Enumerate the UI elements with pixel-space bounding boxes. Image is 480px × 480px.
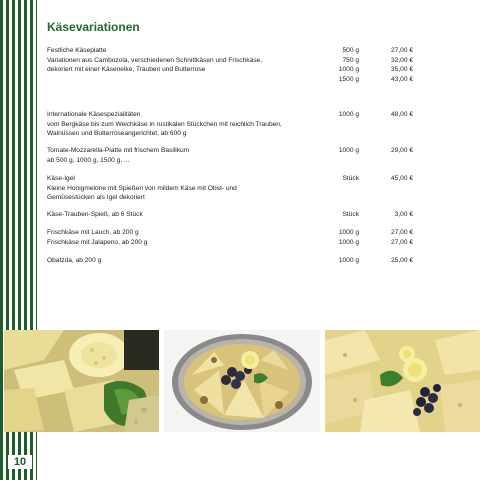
item-price: 27,00 € — [391, 229, 413, 236]
item-prices — [363, 210, 413, 220]
item-name: Frischkäse mit Lauch, ab 200 g — [47, 229, 139, 236]
item-detail: dekoriert mit einer Käsenelke, Trauben und Butterrose — [47, 66, 206, 74]
item-weight: Stück — [342, 211, 359, 218]
item-price: 35,00 € — [391, 66, 413, 74]
item-weight: 1000 g — [338, 147, 359, 154]
item-weight: 1000 g — [338, 238, 359, 246]
item-name: Tomate-Mozzarella-Platte mit frischem Basilikum — [47, 147, 190, 154]
item-weights — [317, 210, 359, 220]
item-weight: 1000 g — [338, 257, 359, 264]
item-detail: Gemüsestücken als Igel dekoriert — [47, 194, 145, 202]
cheese-platter-illustration — [4, 330, 159, 432]
item-name: Frischkäse mit Jalapeno, ab 200 g — [47, 238, 148, 246]
item-detail: ab 500 g, 1000 g, 1500 g, ... — [47, 156, 130, 164]
item-weight: Stück — [342, 175, 359, 182]
item-prices — [363, 256, 413, 266]
item-weights — [317, 256, 359, 266]
item-weight: 500 g — [342, 47, 359, 54]
page-number: 10 — [8, 455, 32, 469]
item-detail: Variationen aus Cambozola, verschiedenen Schnittkäsen und Frischkäse, — [47, 56, 263, 64]
item-weights — [317, 110, 359, 120]
item-name: Käse-Trauben-Spieß, ab 6 Stück — [47, 211, 143, 218]
round-cheese-platter-photo — [164, 330, 320, 432]
item-name: Obatzda, ab 200 g — [47, 257, 102, 264]
item-description — [47, 110, 317, 139]
grape-platter-illustration — [325, 330, 480, 432]
item-weight: 1500 g — [338, 75, 359, 83]
item-name: Festliche Käseplatte — [47, 47, 107, 54]
item-prices — [363, 46, 413, 84]
cheese-grape-platter-photo — [325, 330, 480, 432]
item-detail: vom Bergkäse bis zum Weichkäse in rustikalen Stückchen mit reichlich Trauben, — [47, 120, 282, 128]
item-description — [47, 174, 317, 203]
cheese-platter-photo — [4, 330, 159, 432]
item-weights — [317, 146, 359, 156]
item-description — [47, 256, 317, 266]
item-prices — [363, 228, 413, 247]
item-description — [47, 228, 317, 247]
item-weight: 1000 g — [338, 111, 359, 118]
photo-strip — [0, 330, 480, 434]
item-weight: 1000 g — [338, 229, 359, 236]
item-weights — [317, 228, 359, 247]
item-name: Internationale Käsespezialitäten — [47, 111, 141, 118]
item-description — [47, 46, 317, 75]
item-price: 27,00 € — [391, 47, 413, 54]
item-prices — [363, 110, 413, 120]
item-description — [47, 210, 317, 220]
section-title: Käsevariationen — [47, 20, 140, 34]
item-price: 27,00 € — [391, 238, 413, 246]
item-price: 29,00 € — [391, 147, 413, 154]
item-weight: 1000 g — [338, 66, 359, 74]
item-weights — [317, 46, 359, 84]
item-price: 3,00 € — [394, 211, 413, 218]
round-platter-illustration — [164, 330, 320, 432]
item-price: 48,00 € — [391, 111, 413, 118]
item-price: 45,00 € — [391, 175, 413, 182]
item-description — [47, 146, 317, 165]
item-detail: Kleine Honigmelone mit Spießen von mildem Käse mit Obst- und — [47, 184, 237, 192]
item-prices — [363, 146, 413, 156]
item-weights — [317, 174, 359, 184]
item-detail: Walnüssen und Butterroseangerichtet, ab 600 g — [47, 130, 187, 138]
item-price: 43,00 € — [391, 75, 413, 83]
item-weight: 750 g — [342, 56, 359, 64]
item-prices — [363, 174, 413, 184]
item-price: 25,00 € — [391, 257, 413, 264]
item-price: 32,00 € — [391, 56, 413, 64]
item-name: Käse-Igel — [47, 175, 75, 182]
